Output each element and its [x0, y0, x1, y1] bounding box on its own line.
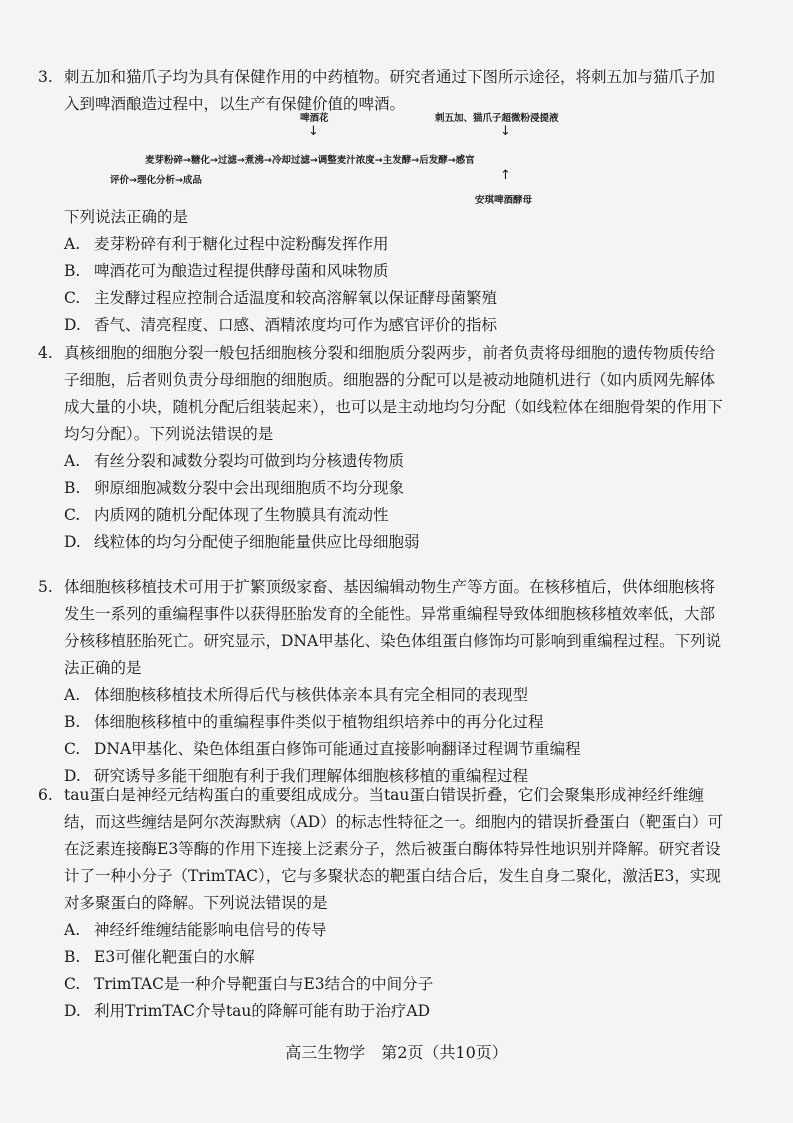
option-a: A. 体细胞核移植技术所得后代与核供体亲本具有完全相同的表现型: [64, 686, 529, 704]
question-5: [38, 574, 728, 790]
flow-label-yeast: 安琪啤酒酵母: [475, 195, 533, 206]
question-6: [38, 782, 728, 1025]
question-stem: 真核细胞的细胞分裂一般包括细胞核分裂和细胞质分裂两步，前者负责将母细胞的遗传物质传给子细胞，后者则负责分母细胞的细胞质。细胞器的分配可以是被动地随机进行（如内质网先解体成大量的小块，随机分配后组装起来），也可以是主动地均匀分配（如线粒体在细胞骨架的作用下均匀分配）。下列说法错误的是: [64, 344, 723, 443]
arrow-down-icon: ↓: [500, 124, 511, 139]
flow-label-extract: 刺五加、猫爪子超微粉浸提液: [435, 113, 559, 124]
flow-main-row: 麦芽粉碎→糖化→过滤→煮沸→冷却过滤→调整麦汁浓度→主发酵→后发酵→感官: [145, 155, 475, 166]
option-a: A. 麦芽粉碎有利于糖化过程中淀粉酶发挥作用: [64, 235, 389, 253]
arrow-down-icon: ↓: [308, 124, 319, 139]
option-c: C. TrimTAC是一种介导靶蛋白与E3结合的中间分子: [64, 975, 434, 993]
option-b: B. 体细胞核移植中的重编程事件类似于植物组织培养中的再分化过程: [64, 713, 544, 731]
option-d: D. 香气、清亮程度、口感、酒精浓度均可作为感官评价的指标: [64, 316, 498, 334]
question-number: 6.: [38, 786, 53, 804]
question-number: 4.: [38, 344, 53, 362]
question-prompt: 下列说法正确的是: [64, 208, 189, 226]
question-stem: 刺五加和猫爪子均为具有保健作用的中药植物。研究者通过下图所示途径，将刺五加与猫爪子加入到啤酒酿造过程中，以生产有保健价值的啤酒。: [64, 68, 716, 113]
question-4: [38, 340, 728, 556]
option-d: D. 利用TrimTAC介导tau的降解可能有助于治疗AD: [64, 1002, 431, 1020]
option-b: B. 啤酒花可为酿造过程提供酵母菌和风味物质: [64, 262, 389, 280]
question-3-options: [38, 204, 728, 339]
option-a: A. 神经纤维缠结能影响电信号的传导: [64, 921, 327, 939]
question-stem: tau蛋白是神经元结构蛋白的重要组成成分。当tau蛋白错误折叠，它们会聚集形成神经纤维缠结，而这些缠结是阿尔茨海默病（AD）的标志性特征之一。细胞内的错误折叠蛋白（靶蛋白）可在泛素连接酶E3等酶的作用下连接上泛素分子，然后被蛋白酶体特异性地识别并降解。研究者设计了一种小分子（TrimTAC），它与多聚状态的靶蛋白结合后，发生自身二聚化，激活E3，实现对多聚蛋白的降解。下列说法错误的是: [64, 786, 724, 912]
option-b: B. 卵原细胞减数分裂中会出现细胞质不均分现象: [64, 479, 405, 497]
question-stem: 体细胞核移植技术可用于扩繁顶级家畜、基因编辑动物生产等方面。在核移植后，供体细胞核将发生一系列的重编程事件以获得胚胎发育的全能性。异常重编程导致体细胞核移植效率低，大部分核移植胚胎死亡。研究显示，DNA甲基化、染色体组蛋白修饰均可影响到重编程过程。下列说法正确的是: [64, 578, 722, 677]
option-c: C. 主发酵过程应控制合适温度和较高溶解氧以保证酵母菌繁殖: [64, 289, 498, 307]
option-d: D. 研究诱导多能干细胞有利于我们理解体细胞核移植的重编程过程: [64, 767, 529, 785]
page-footer: 高三生物学 第2页（共10页）: [285, 1043, 508, 1062]
flow-second-row: 评价→理化分析→成品: [110, 175, 202, 186]
option-a: A. 有丝分裂和减数分裂均可做到均分核遗传物质: [64, 452, 405, 470]
option-c: C. 内质网的随机分配体现了生物膜具有流动性: [64, 506, 389, 524]
arrow-up-icon: ↑: [500, 168, 511, 183]
option-d: D. 线粒体的均匀分配使子细胞能量供应比母细胞弱: [64, 533, 420, 551]
flow-label-hops: 啤酒花: [300, 113, 329, 124]
option-c: C. DNA甲基化、染色体组蛋白修饰可能通过直接影响翻译过程调节重编程: [64, 740, 581, 758]
question-number: 3.: [38, 68, 53, 86]
question-number: 5.: [38, 578, 53, 596]
option-b: B. E3可催化靶蛋白的水解: [64, 948, 255, 966]
